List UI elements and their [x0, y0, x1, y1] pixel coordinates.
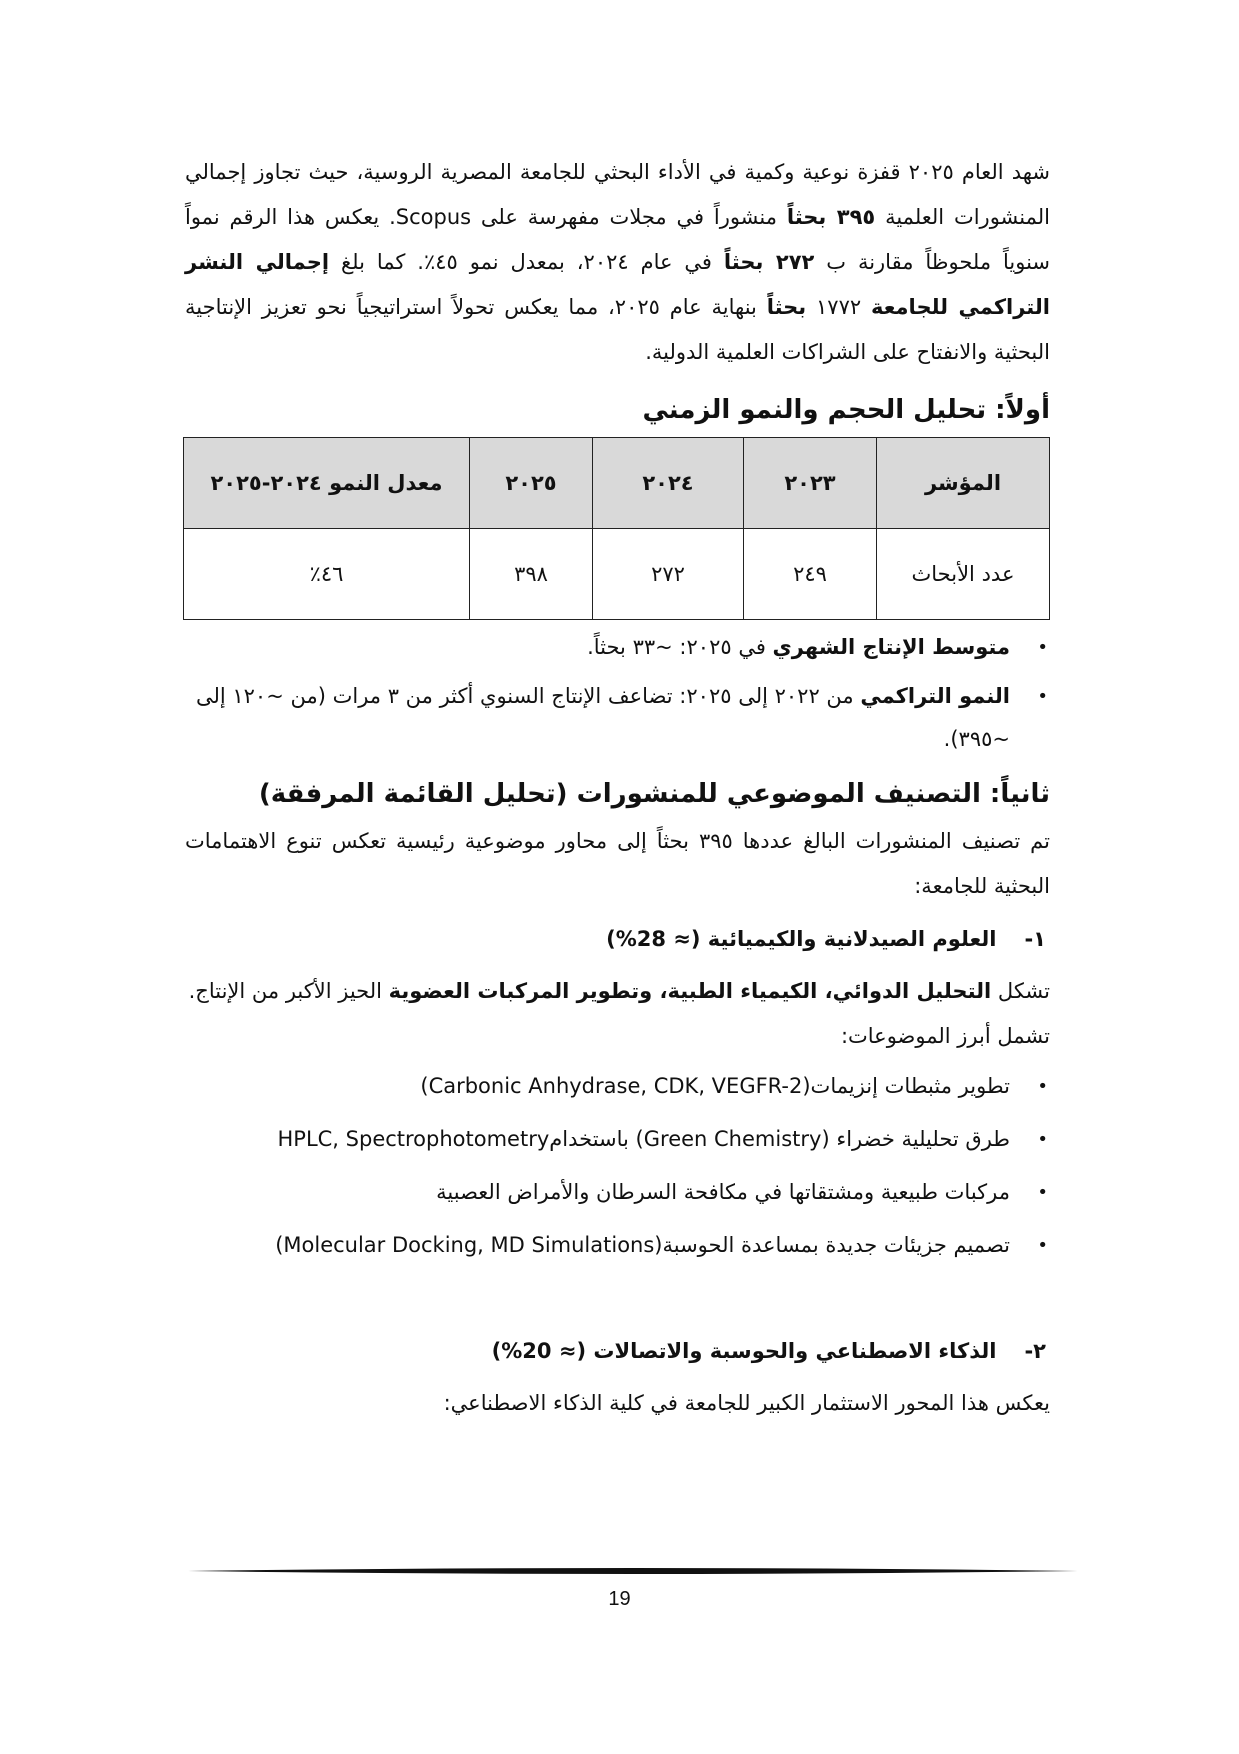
table-cell: ٣٩٨: [470, 529, 593, 620]
subsection2-paragraph: يعكس هذا المحور الاستثمار الكبير للجامعة في كلية الذكاء الاصطناعي:: [443, 1391, 1050, 1415]
table-cell: عدد الأبحاث: [877, 529, 1050, 620]
intro-text-1: شهد العام ٢٠٢٥ قفزة نوعية وكمية في الأداء البحثي للجامعة المصرية الروسية، حيث تجاوز إجمالي المنشورات العلمية: [185, 160, 1050, 229]
intro-bold-3: إجمالي النشر التراكمي للجامعة: [185, 250, 1050, 319]
table-cell: ٤٦٪: [184, 529, 470, 620]
list-item: • مركبات طبيعية ومشتقاتها في مكافحة السرطان والأمراض العصبية: [185, 1171, 1010, 1214]
list-item: • تصميم جزيئات جديدة بمساعدة الحوسبة(Molecular Docking, MD Simulations): [185, 1224, 1010, 1267]
intro-bold-4: بحثاً: [766, 295, 807, 319]
page-number: 19: [608, 1588, 631, 1610]
para-text: تشكل: [991, 979, 1050, 1003]
list-item: [185, 675, 1010, 761]
subsection1-topics-label: تشمل أبرز الموضوعات:: [840, 1024, 1050, 1048]
subsection-title: العلوم الصيدلانية والكيميائية (≈ 28%): [606, 927, 997, 951]
intro-text-5: بنهاية عام ٢٠٢٥، مما يعكس تحولاً استراتيجياً نحو تعزيز الإنتاجية البحثية والانفتاح على الشراكات العلمية الدولية.: [185, 295, 1050, 364]
bullet-bold: النمو التراكمي: [860, 684, 1010, 708]
intro-text-3: في عام ٢٠٢٤، بمعدل نمو ٤٥٪. كما بلغ: [329, 250, 724, 274]
section2-heading: ثانياً: التصنيف الموضوعي للمنشورات (تحليل القائمة المرفقة): [258, 779, 1050, 809]
table-cell: ٢٧٢: [593, 529, 744, 620]
document-page: [185, 150, 1050, 1426]
bullet-text: من ٢٠٢٢ إلى ٢٠٢٥: تضاعف الإنتاج السنوي أكثر من ٣ مرات (من ~١٢٠ إلى ~٣٩٥).: [195, 684, 1010, 751]
footer-divider: [188, 1568, 1078, 1574]
intro-bold-2: ٢٧٢ بحثاً: [723, 250, 815, 274]
list-item: [185, 626, 1010, 669]
subsection1-paragraph: [185, 969, 1050, 1014]
intro-paragraph: [185, 150, 1050, 375]
subsection1-bullets: [185, 1065, 1050, 1267]
table-header: ٢٠٢٣: [744, 438, 877, 529]
growth-table: [183, 437, 1050, 620]
table-header: المؤشر: [877, 438, 1050, 529]
bullet-bold: متوسط الإنتاج الشهري: [772, 635, 1010, 659]
section1-bullets: [185, 626, 1050, 761]
subsection1-heading: [185, 917, 1050, 961]
intro-bold-1: ٣٩٥ بحثاً: [786, 205, 876, 229]
table-header: معدل النمو ٢٠٢٤-٢٠٢٥: [184, 438, 470, 529]
subsection-number: ٢-: [1024, 1339, 1046, 1363]
section2-intro: تم تصنيف المنشورات البالغ عددها ٣٩٥ بحثاً إلى محاور موضوعية رئيسية تعكس تنوع الاهتمامات البحثية للجامعة:: [185, 829, 1050, 898]
subsection-title: الذكاء الاصطناعي والحوسبة والاتصالات (≈ 20%): [491, 1339, 997, 1363]
table-row: [184, 529, 1050, 620]
table-header: ٢٠٢٥: [470, 438, 593, 529]
subsection-number: ١-: [1024, 927, 1046, 951]
list-item: • تطوير مثبطات إنزيمات(Carbonic Anhydrase, CDK, VEGFR-2): [185, 1065, 1010, 1108]
list-item: • طرق تحليلية خضراء (Green Chemistry) باستخدامHPLC, Spectrophotometry: [185, 1118, 1010, 1161]
section1-heading: أولاً: تحليل الحجم والنمو الزمني: [642, 395, 1050, 425]
table-header-row: [184, 438, 1050, 529]
intro-text-2: منشوراً في مجلات مفهرسة على Scopus. يعكس هذا الرقم نمواً سنوياً ملحوظاً مقارنة ب: [185, 205, 1051, 274]
para-bold: التحليل الدوائي، الكيمياء الطبية، وتطوير المركبات العضوية: [388, 979, 992, 1003]
para-text: الحيز الأكبر من الإنتاج.: [188, 979, 389, 1003]
table-header: ٢٠٢٤: [593, 438, 744, 529]
intro-text-4: ١٧٧٢: [806, 295, 871, 319]
table-cell: ٢٤٩: [744, 529, 877, 620]
subsection2-heading: [185, 1329, 1050, 1373]
bullet-text: في ٢٠٢٥: ~٣٣ بحثاً.: [587, 635, 773, 659]
